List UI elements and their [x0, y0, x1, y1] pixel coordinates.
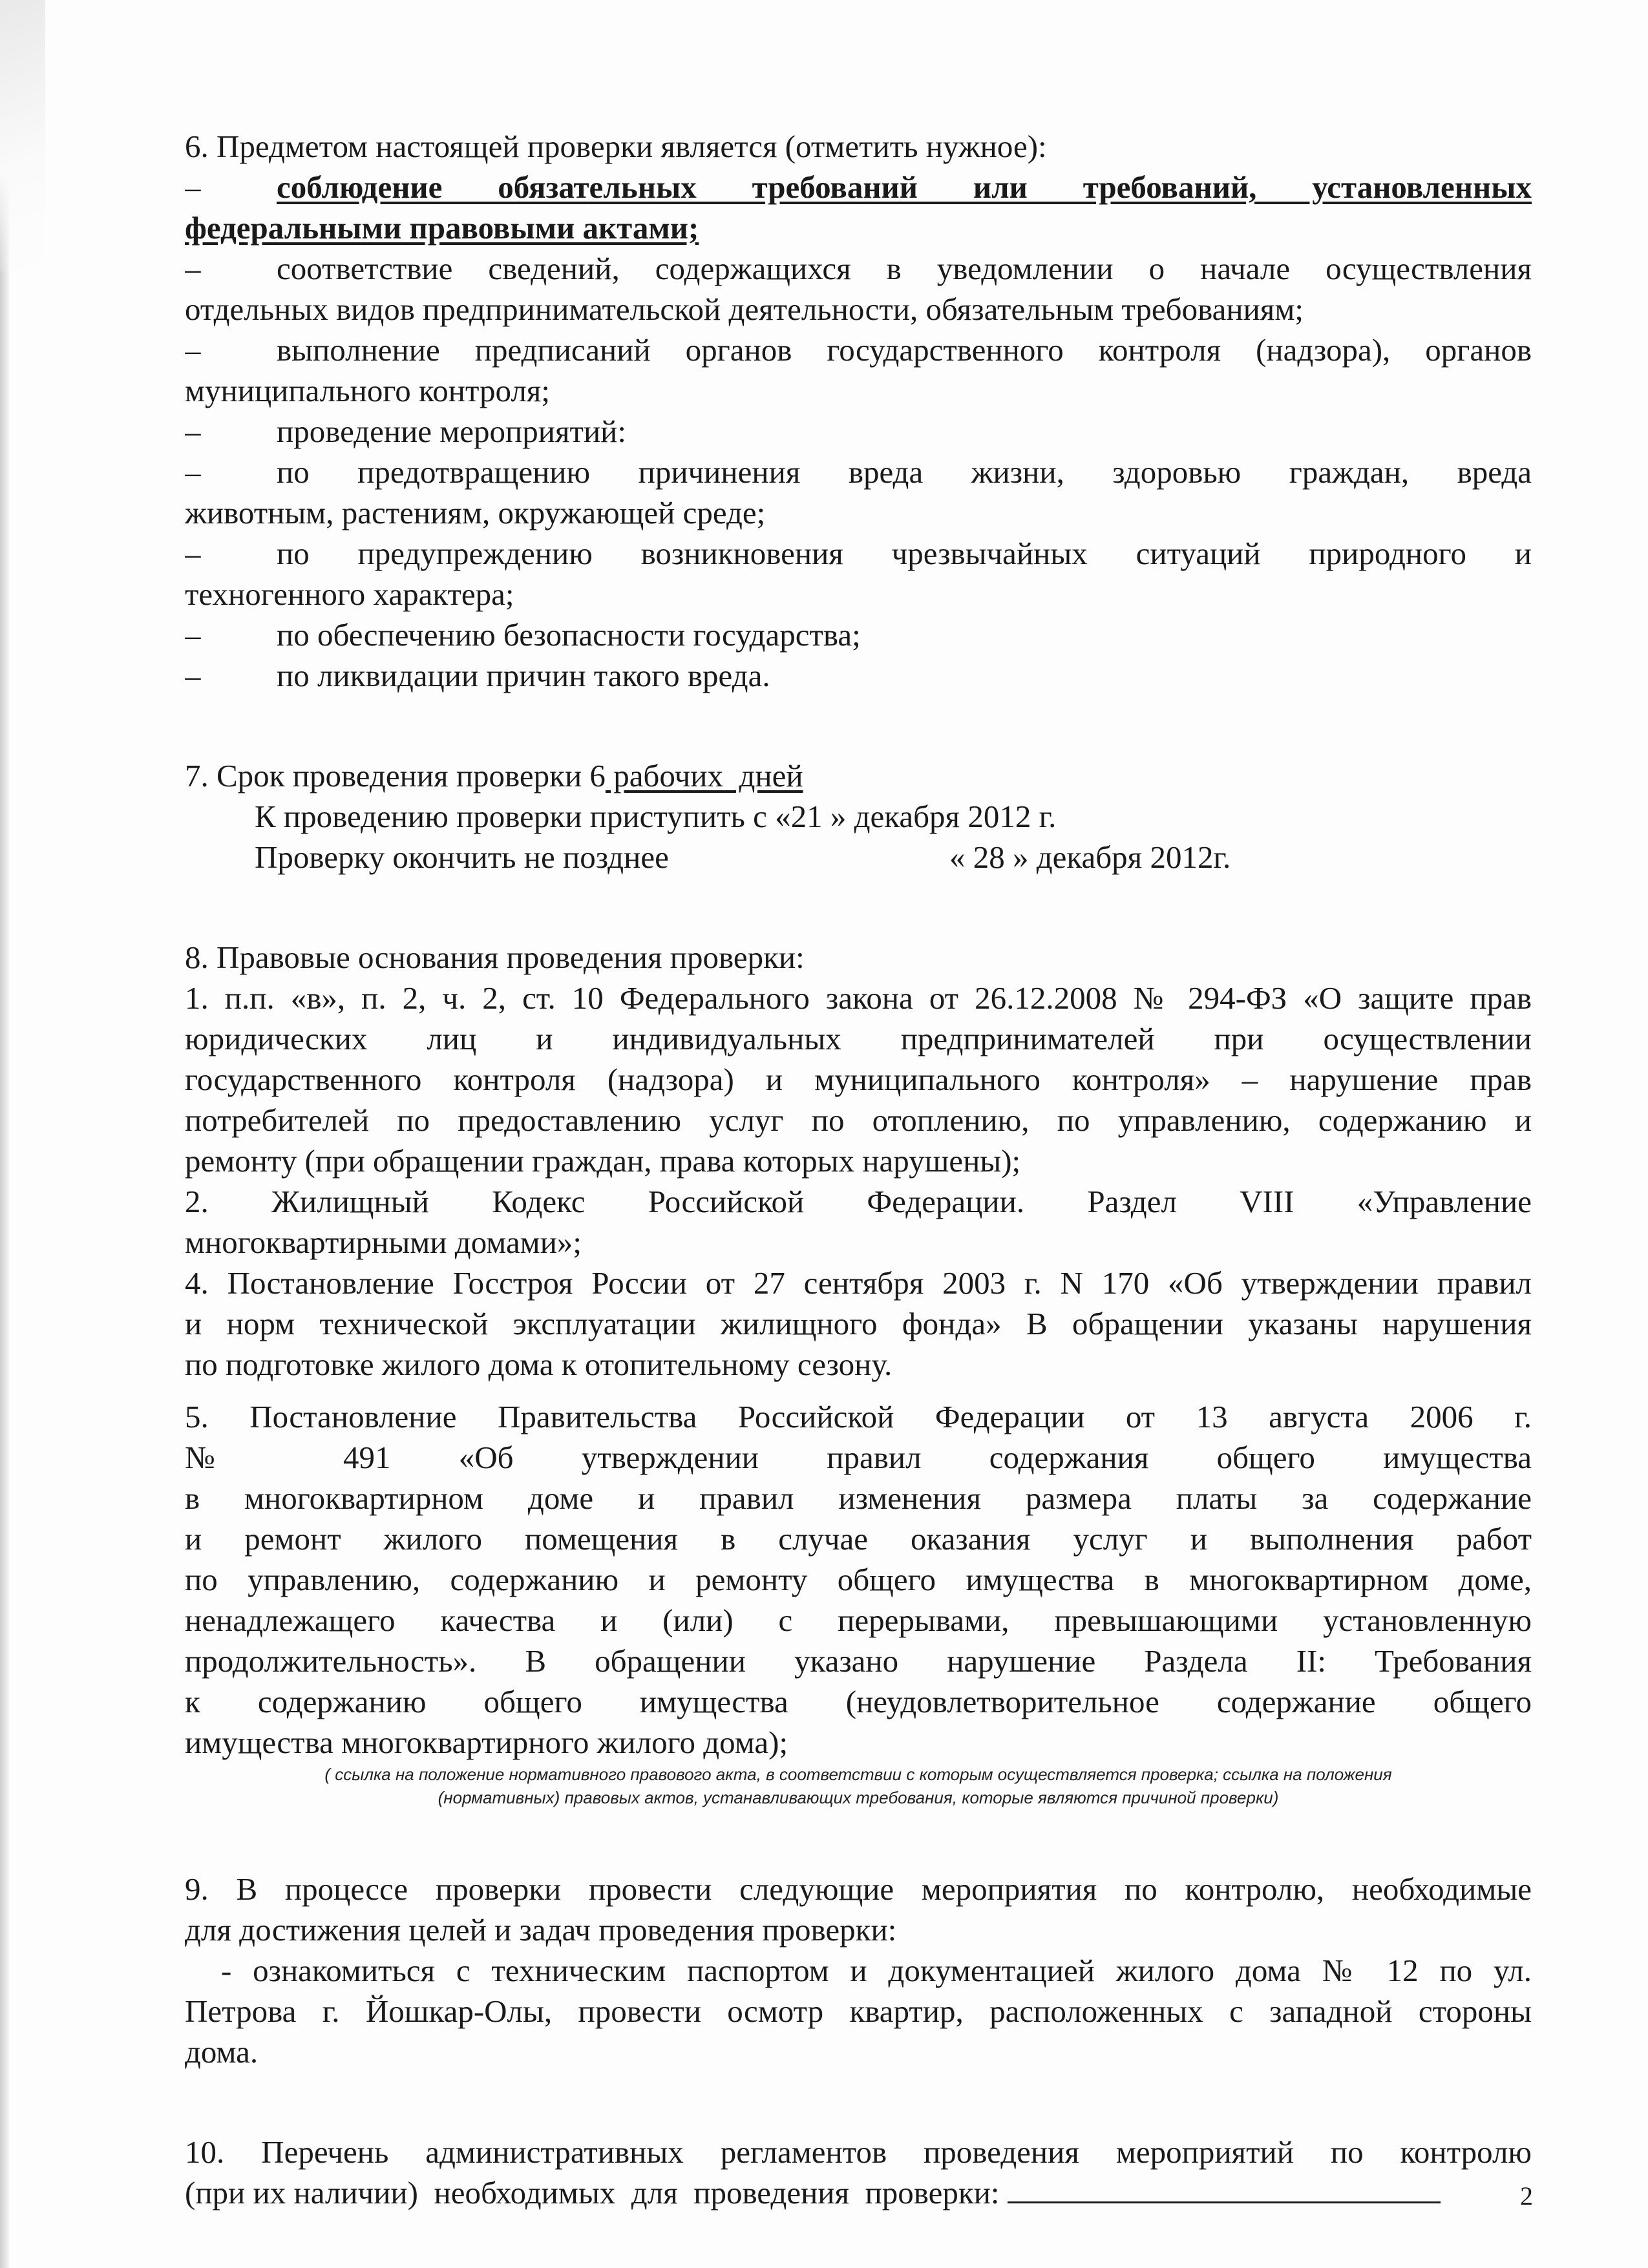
- term-unit: рабочих дней: [605, 758, 803, 793]
- paragraph-line: [185, 2172, 1532, 2213]
- list-item: [185, 248, 1532, 289]
- list-item: [185, 411, 1532, 452]
- footnote-line: ( ссылка на положение нормативного правового акта, в соответствии с которым осуществляется проверка; ссылка на положения: [324, 1765, 1392, 1784]
- paragraph-line: 4. Постановление Госстроя России от 27 сентября 2003 г. N 170 «Об утверждении правил: [185, 1265, 1532, 1301]
- spacer: [185, 696, 1532, 755]
- dash-marker: –: [185, 414, 201, 449]
- list-item-text: соблюдение обязательных требований или требований, установленных: [277, 169, 1532, 205]
- list-item-text: проведение мероприятий:: [277, 414, 627, 449]
- paragraph-line: и ремонт жилого помещения в случае оказания услуг и выполнения работ: [185, 1521, 1532, 1557]
- paragraph-line: ненадлежащего качества и (или) с перерывами, превышающими установленную: [185, 1602, 1532, 1638]
- list-item-continuation: [185, 207, 1532, 248]
- footnote-line: (нормативных) правовых актов, устанавливающих требования, которые являются причиной проверки): [438, 1788, 1279, 1807]
- paragraph-line: дома.: [185, 2034, 259, 2070]
- dash-marker: –: [185, 169, 201, 205]
- list-item-text: федеральными правовыми актами;: [185, 210, 699, 246]
- start-date-line: К проведению проверки приступить с «21 » декабря 2012 г.: [255, 799, 1057, 834]
- dash-marker: –: [185, 658, 201, 693]
- list-item-continuation: животным, растениям, окружающей среде;: [185, 495, 766, 530]
- list-item: [185, 452, 1532, 492]
- spacer: [185, 1809, 1532, 1869]
- paragraph-line: № 491 «Об утверждении правил содержания общего имущества: [185, 1440, 1532, 1475]
- section-6-heading: 6. Предметом настоящей проверки является (отметить нужное):: [185, 129, 1047, 164]
- document-body: [185, 126, 1532, 2213]
- paragraph-line: - ознакомиться с техническим паспортом и документацией жилого дома № 12 по ул.: [221, 1953, 1532, 1988]
- paragraph-line: потребителей по предоставлению услуг по отоплению, по управлению, содержанию и: [185, 1102, 1532, 1138]
- scan-left-edge: [0, 0, 9, 2268]
- list-item: [185, 614, 1532, 655]
- list-item-text: соответствие сведений, содержащихся в уведомлении о начале осуществления: [277, 251, 1532, 286]
- end-date-label: Проверку окончить не позднее: [255, 839, 669, 875]
- spacer: [185, 877, 1532, 937]
- list-item-text: по предотвращению причинения вреда жизни, здоровью граждан, вреда: [277, 454, 1532, 490]
- paragraph-line: в многоквартирном доме и правил изменения размера платы за содержание: [185, 1480, 1532, 1516]
- paragraph-line: по подготовке жилого дома к отопительному сезону.: [185, 1347, 893, 1382]
- list-item-text: по обеспечению безопасности государства;: [277, 617, 861, 653]
- paragraph-line: Петрова г. Йошкар-Олы, провести осмотр квартир, расположенных с западной стороны: [185, 1993, 1532, 2029]
- section-9-heading: 9. В процессе проверки провести следующие мероприятия по контролю, необходимые: [185, 1871, 1532, 1907]
- section-8-heading: 8. Правовые основания проведения проверки:: [185, 940, 805, 975]
- section-10-heading: 10. Перечень административных регламентов проведения мероприятий по контролю: [185, 2134, 1532, 2170]
- dash-marker: –: [185, 332, 201, 368]
- page-number: 2: [1520, 2181, 1533, 2210]
- paragraph-line: продолжительность». В обращении указано нарушение Раздела II: Требования: [185, 1643, 1532, 1679]
- paragraph-line: к содержанию общего имущества (неудовлетворительное содержание общего: [185, 1684, 1532, 1719]
- dash-marker: –: [185, 536, 201, 571]
- list-item: [185, 330, 1532, 370]
- paragraph-line: и норм технической эксплуатации жилищного фонда» В обращении указаны нарушения: [185, 1306, 1532, 1341]
- paragraph-text: (при их наличии) необходимых для проведения проверки:: [185, 2175, 1000, 2210]
- spacer: [185, 2072, 1532, 2132]
- paragraph-line: ремонту (при обращении граждан, права которых нарушены);: [185, 1143, 1021, 1179]
- list-item-continuation: отдельных видов предпринимательской деятельности, обязательным требованиям;: [185, 291, 1304, 327]
- paragraph-line: юридических лиц и индивидуальных предпринимателей при осуществлении: [185, 1021, 1532, 1056]
- list-item-text: по ликвидации причин такого вреда.: [277, 658, 770, 693]
- paragraph-line: государственного контроля (надзора) и муниципального контроля» – нарушение прав: [185, 1062, 1532, 1097]
- spacer: [185, 1385, 1532, 1396]
- list-item: [185, 533, 1532, 574]
- term-text: 7. Срок проведения проверки 6: [185, 758, 606, 793]
- dash-marker: –: [185, 251, 201, 286]
- list-item-text: выполнение предписаний органов государственного контроля (надзора), органов: [277, 332, 1532, 368]
- end-date-line: [185, 837, 1532, 877]
- blank-fill-line: [1008, 2176, 1441, 2203]
- list-item: [185, 167, 1532, 207]
- dash-marker: –: [185, 617, 201, 653]
- list-item-text: по предупреждению возникновения чрезвычайных ситуаций природного и: [277, 536, 1532, 571]
- list-item-continuation: муниципального контроля;: [185, 373, 550, 408]
- paragraph-line: 5. Постановление Правительства Российской Федерации от 13 августа 2006 г.: [185, 1399, 1532, 1434]
- paragraph-line: по управлению, содержанию и ремонту общего имущества в многоквартирном доме,: [185, 1562, 1532, 1597]
- scan-fold-shadow: [0, 0, 45, 271]
- dash-marker: –: [185, 454, 201, 490]
- paragraph-line: имущества многоквартирного жилого дома);: [185, 1725, 788, 1760]
- list-item: [185, 655, 1532, 696]
- paragraph-line: 2. Жилищный Кодекс Российской Федерации. Раздел VIII «Управление: [185, 1184, 1532, 1219]
- end-date-value: « 28 » декабря 2012г.: [949, 839, 1231, 875]
- paragraph-line: для достижения целей и задач проведения проверки:: [185, 1912, 897, 1948]
- paragraph-line: 1. п.п. «в», п. 2, ч. 2, ст. 10 Федерального закона от 26.12.2008 № 294-ФЗ «О защите прав: [185, 980, 1532, 1016]
- paragraph-line: многоквартирными домами»;: [185, 1224, 582, 1260]
- list-item-continuation: техногенного характера;: [185, 576, 514, 612]
- section-7-heading: [185, 755, 1532, 796]
